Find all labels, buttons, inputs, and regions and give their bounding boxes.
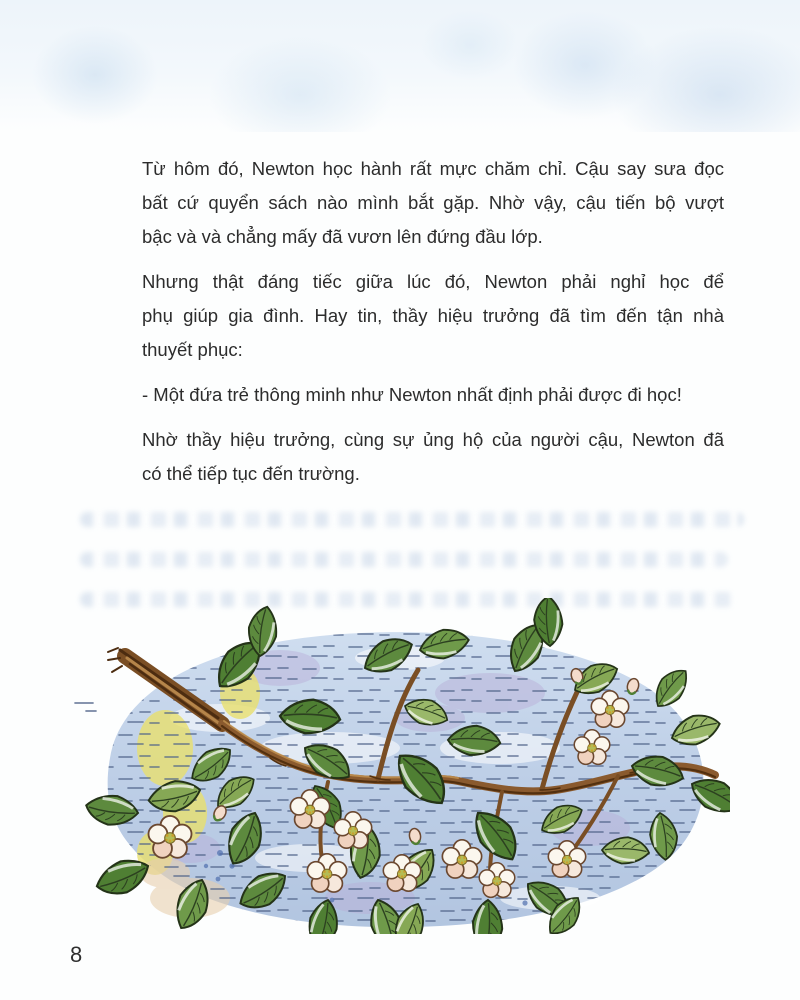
paragraph-4 (142, 423, 724, 491)
ghost-text-line (80, 552, 728, 567)
text-line: có thể tiếp tục đến trường. (142, 463, 360, 484)
text-line: Nhờ thầy hiệu trưởng, cùng sự ủng hộ của người cậu, Newton đã (142, 429, 724, 450)
text-line: phụ giúp gia đình. Hay tin, thầy hiệu trưởng đã tìm đến tận nhà (142, 305, 724, 326)
text-line: - Một đứa trẻ thông minh như Newton nhất định phải được đi học! (142, 384, 682, 405)
text-line: bậc và và chẳng mấy đã vươn lên đứng đầu lớp. (142, 226, 543, 247)
paragraph-1 (142, 152, 724, 254)
text-line: thuyết phục: (142, 339, 243, 360)
text-line: Từ hôm đó, Newton học hành rất mực chăm chỉ. Cậu say sưa đọc (142, 158, 724, 179)
ghost-illustration-band (0, 0, 800, 132)
text-line: Nhưng thật đáng tiếc giữa lúc đó, Newton phải nghỉ học để (142, 271, 724, 292)
page-number: 8 (70, 942, 83, 967)
ghost-text-line (80, 512, 744, 527)
watercolor-blossom-illustration (70, 598, 730, 934)
paragraph-2 (142, 265, 724, 367)
paragraph-3 (142, 378, 724, 412)
story-text (142, 152, 724, 491)
text-line: bất cứ quyển sách nào mình bắt gặp. Nhờ vậy, cậu tiến bộ vượt (142, 192, 724, 213)
